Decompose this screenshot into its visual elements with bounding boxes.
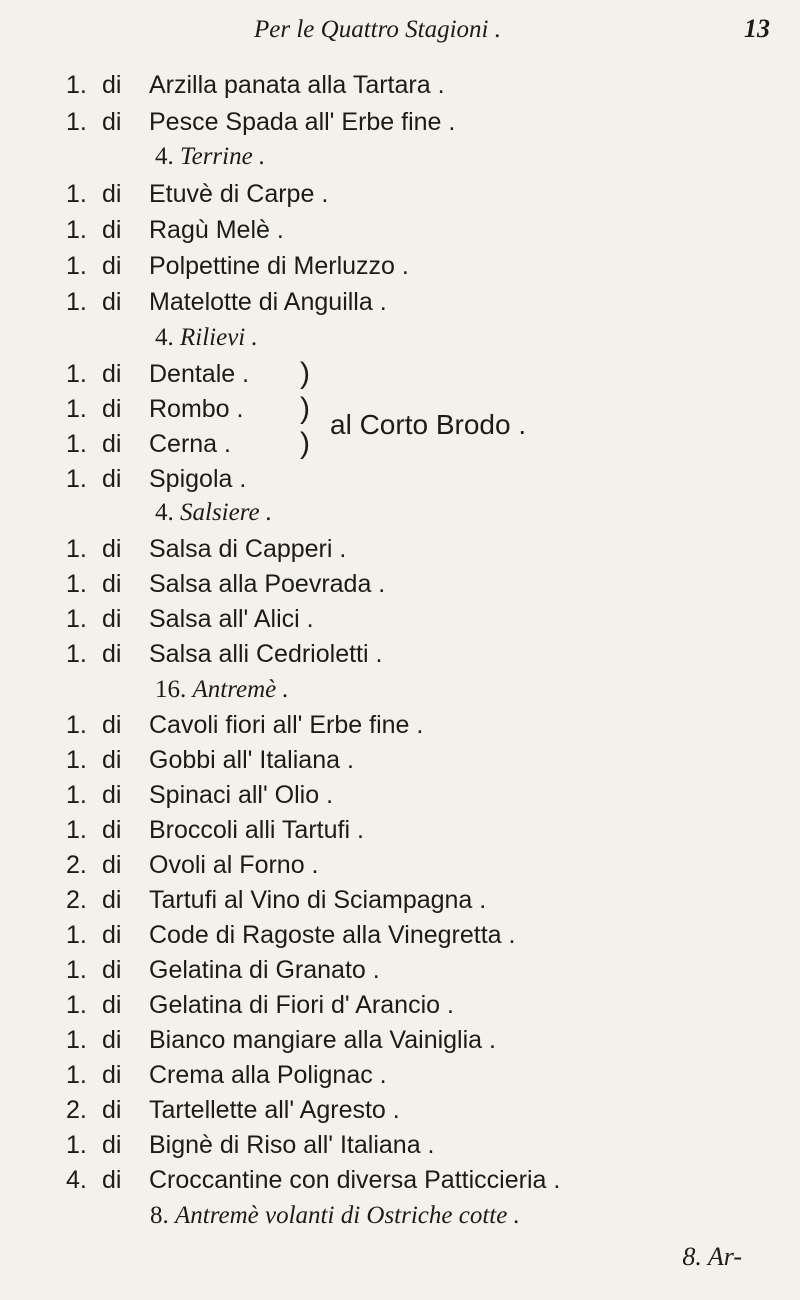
bracket-glyph: ) (300, 392, 310, 425)
section-heading: 4. Terrine . (155, 143, 266, 170)
section-heading: 8. Antremè volanti di Ostriche cotte . (150, 1202, 520, 1229)
section-heading: 4. Salsiere . (155, 499, 273, 526)
catchword: 8. Ar- (682, 1242, 742, 1271)
bracket-glyph: ) (300, 427, 310, 460)
running-header (240, 12, 780, 52)
page-number: 13 (744, 14, 770, 43)
book-page: Per le Quattro Stagioni . 13 1. di Arzilla panata alla Tartara . 1. di Pesce Spada all' Erbe fine . 4. Terrine . 1. di Etuvè di Carpe . 1. di Ragù Melè . 1. di Polpettine di Merluzzo . 1. di Matelotte di Anguilla . 4. Rilievi . 1. di Dentale . 1. di Rombo . 1. di Cerna . 1. di Spigola . ) ) ) al Corto Brodo . 4. Salsiere . 1. di Salsa di Capperi . 1. di Salsa alla Poevrada . 1. di Salsa all' Alici . 1. di Salsa alli Cedrioletti . 16. Antremè . 1. di Cavoli fiori all' Erbe fine . 1. di Gobbi all' Italiana . 1. di Spinaci all' Olio . 1. di Broccoli alli Tartufi . 2. di Ovoli al Forno . 2. di Tartufi al Vino di Sciampagna . 1. di Code di Ragoste alla Vinegretta . 1. di Gelatina di Granato . 1. di Gelatina di Fiori d' Arancio . 1. di Bianco mangiare alla Vainiglia . 1. di Crema alla Polignac . 2. di Tartellette all' Agresto . 1. di Bignè di Riso all' Italiana . 4. di Croccantine con diversa Patticcieria . 8. Antremè volanti di Ostriche cotte . 8. Ar- (0, 0, 800, 1300)
section-heading: 16. Antremè . (155, 676, 289, 703)
bracket-glyph: ) (300, 357, 310, 390)
header-title: Per le Quattro Stagioni . (254, 16, 501, 43)
section-heading: 4. Rilievi . (155, 324, 258, 351)
brace-note: al Corto Brodo . (330, 409, 527, 440)
